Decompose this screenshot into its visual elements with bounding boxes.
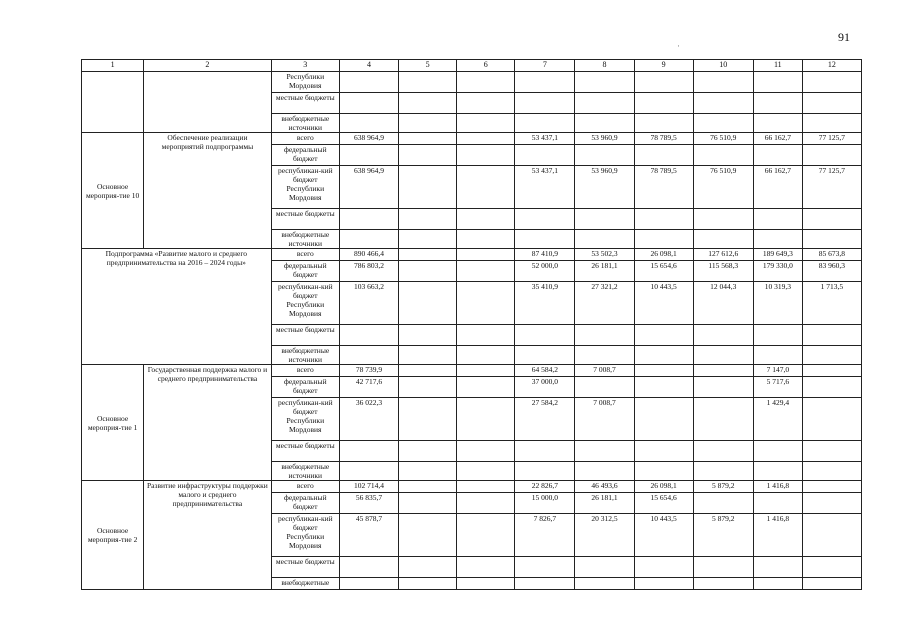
amount-cell: [399, 441, 457, 462]
amount-cell: [693, 462, 753, 481]
amount-cell: [399, 377, 457, 398]
amount-cell: 77 125,7: [802, 133, 861, 145]
amount-cell: [457, 93, 515, 114]
amount-cell: [575, 114, 634, 133]
amount-cell: [634, 209, 693, 230]
amount-cell: [399, 365, 457, 377]
funding-source: местные бюджеты: [271, 325, 339, 346]
amount-cell: [457, 133, 515, 145]
amount-cell: [457, 398, 515, 441]
table-row: [82, 133, 862, 145]
funding-source: республикан-кий бюджет Республики Мордовия: [271, 282, 339, 325]
amount-cell: [457, 365, 515, 377]
amount-cell: [753, 578, 802, 590]
amount-cell: 5 717,6: [753, 377, 802, 398]
funding-source: республикан-кий бюджет Республики Мордовия: [271, 166, 339, 209]
amount-cell: [802, 557, 861, 578]
amount-cell: 85 673,8: [802, 249, 861, 261]
amount-cell: [339, 114, 398, 133]
amount-cell: 83 960,3: [802, 261, 861, 282]
amount-cell: [457, 249, 515, 261]
amount-cell: 1 429,4: [753, 398, 802, 441]
amount-cell: [399, 261, 457, 282]
amount-cell: 15 654,6: [634, 493, 693, 514]
amount-cell: 127 612,6: [693, 249, 753, 261]
amount-cell: 53 960,9: [575, 166, 634, 209]
amount-cell: 53 960,9: [575, 133, 634, 145]
amount-cell: [457, 325, 515, 346]
amount-cell: 10 443,5: [634, 282, 693, 325]
amount-cell: [802, 365, 861, 377]
scan-dot: ·: [677, 41, 680, 51]
amount-cell: [399, 578, 457, 590]
amount-cell: 53 437,1: [515, 133, 575, 145]
amount-cell: 53 437,1: [515, 166, 575, 209]
amount-cell: 26 098,1: [634, 481, 693, 493]
amount-cell: [339, 72, 398, 93]
funding-source: внебюджетные источники: [271, 462, 339, 481]
amount-cell: [753, 493, 802, 514]
amount-cell: 56 835,7: [339, 493, 398, 514]
funding-source: всего: [271, 365, 339, 377]
measure-description: [144, 72, 271, 133]
amount-cell: [457, 557, 515, 578]
amount-cell: [634, 441, 693, 462]
amount-cell: 66 162,7: [753, 166, 802, 209]
amount-cell: [399, 514, 457, 557]
funding-source: внебюджетные источники: [271, 346, 339, 365]
amount-cell: [693, 377, 753, 398]
amount-cell: 26 181,1: [575, 261, 634, 282]
amount-cell: [802, 514, 861, 557]
amount-cell: [339, 145, 398, 166]
amount-cell: 64 584,2: [515, 365, 575, 377]
amount-cell: [802, 377, 861, 398]
amount-cell: [515, 557, 575, 578]
amount-cell: 78 789,5: [634, 166, 693, 209]
amount-cell: 7 826,7: [515, 514, 575, 557]
amount-cell: [457, 230, 515, 249]
amount-cell: [515, 325, 575, 346]
amount-cell: [575, 93, 634, 114]
amount-cell: [399, 557, 457, 578]
amount-cell: [399, 346, 457, 365]
amount-cell: [515, 114, 575, 133]
table-row: [82, 249, 862, 261]
column-header: 2: [144, 60, 271, 72]
column-header: 9: [634, 60, 693, 72]
amount-cell: 890 466,4: [339, 249, 398, 261]
amount-cell: 45 878,7: [339, 514, 398, 557]
amount-cell: 5 879,2: [693, 481, 753, 493]
amount-cell: [753, 114, 802, 133]
funding-source: внебюджетные: [271, 578, 339, 590]
amount-cell: 638 964,9: [339, 133, 398, 145]
amount-cell: 76 510,9: [693, 166, 753, 209]
table-row: [82, 72, 862, 93]
amount-cell: 20 312,5: [575, 514, 634, 557]
header-row: [82, 60, 862, 72]
funding-source: федеральный бюджет: [271, 377, 339, 398]
amount-cell: [634, 93, 693, 114]
amount-cell: [399, 493, 457, 514]
amount-cell: [515, 578, 575, 590]
amount-cell: 87 410,9: [515, 249, 575, 261]
amount-cell: 66 162,7: [753, 133, 802, 145]
amount-cell: [802, 493, 861, 514]
measure-label: Основное мероприя-тие 10: [82, 133, 144, 249]
amount-cell: [575, 325, 634, 346]
measure-description: Развитие инфраструктуры поддержки малого и среднего предпринимательства: [144, 481, 271, 590]
amount-cell: [515, 441, 575, 462]
amount-cell: [693, 72, 753, 93]
amount-cell: [634, 230, 693, 249]
amount-cell: [575, 209, 634, 230]
amount-cell: [457, 145, 515, 166]
amount-cell: [634, 72, 693, 93]
amount-cell: [515, 346, 575, 365]
column-header: 6: [457, 60, 515, 72]
amount-cell: [399, 249, 457, 261]
amount-cell: [634, 377, 693, 398]
amount-cell: [802, 441, 861, 462]
amount-cell: [399, 72, 457, 93]
amount-cell: [634, 462, 693, 481]
amount-cell: [399, 398, 457, 441]
amount-cell: [457, 166, 515, 209]
amount-cell: [575, 145, 634, 166]
amount-cell: [575, 346, 634, 365]
amount-cell: [753, 441, 802, 462]
funding-source: всего: [271, 133, 339, 145]
amount-cell: [693, 493, 753, 514]
funding-source: республикан-кий бюджет Республики Мордовия: [271, 398, 339, 441]
funding-source: всего: [271, 249, 339, 261]
amount-cell: 103 663,2: [339, 282, 398, 325]
column-header: 3: [271, 60, 339, 72]
measure-description: Обеспечение реализации мероприятий подпрограммы: [144, 133, 271, 249]
amount-cell: 1 416,8: [753, 514, 802, 557]
column-header: 4: [339, 60, 398, 72]
amount-cell: [802, 114, 861, 133]
amount-cell: 77 125,7: [802, 166, 861, 209]
amount-cell: 53 502,3: [575, 249, 634, 261]
amount-cell: 52 000,0: [515, 261, 575, 282]
amount-cell: [753, 209, 802, 230]
amount-cell: 37 000,0: [515, 377, 575, 398]
amount-cell: 12 044,3: [693, 282, 753, 325]
amount-cell: [339, 209, 398, 230]
amount-cell: [802, 145, 861, 166]
amount-cell: [457, 261, 515, 282]
amount-cell: [457, 114, 515, 133]
amount-cell: 1 713,5: [802, 282, 861, 325]
amount-cell: [457, 282, 515, 325]
amount-cell: 27 584,2: [515, 398, 575, 441]
subprogram-title: Подпрограмма «Развитие малого и среднего предпринимательства на 2016 – 2024 годы»: [82, 249, 272, 365]
amount-cell: [457, 578, 515, 590]
amount-cell: [802, 72, 861, 93]
amount-cell: [753, 325, 802, 346]
amount-cell: 46 493,6: [575, 481, 634, 493]
amount-cell: [802, 230, 861, 249]
amount-cell: [693, 209, 753, 230]
amount-cell: [753, 230, 802, 249]
amount-cell: [399, 325, 457, 346]
amount-cell: [339, 325, 398, 346]
amount-cell: [399, 166, 457, 209]
amount-cell: [693, 441, 753, 462]
amount-cell: 22 826,7: [515, 481, 575, 493]
amount-cell: 78 789,5: [634, 133, 693, 145]
amount-cell: 42 717,6: [339, 377, 398, 398]
amount-cell: [693, 93, 753, 114]
funding-source: местные бюджеты: [271, 209, 339, 230]
amount-cell: [753, 145, 802, 166]
amount-cell: [575, 557, 634, 578]
measure-label: Основное мероприя-тие 1: [82, 365, 144, 481]
amount-cell: [399, 145, 457, 166]
amount-cell: 76 510,9: [693, 133, 753, 145]
amount-cell: [693, 557, 753, 578]
amount-cell: [515, 145, 575, 166]
amount-cell: 1 416,8: [753, 481, 802, 493]
amount-cell: 10 319,3: [753, 282, 802, 325]
amount-cell: [693, 230, 753, 249]
amount-cell: [693, 346, 753, 365]
amount-cell: [457, 441, 515, 462]
amount-cell: [693, 398, 753, 441]
amount-cell: 5 879,2: [693, 514, 753, 557]
table-row: [82, 365, 862, 377]
amount-cell: [399, 133, 457, 145]
amount-cell: [515, 209, 575, 230]
amount-cell: [399, 230, 457, 249]
amount-cell: [693, 145, 753, 166]
amount-cell: [457, 346, 515, 365]
amount-cell: [457, 377, 515, 398]
amount-cell: [399, 462, 457, 481]
amount-cell: [575, 377, 634, 398]
funding-source: федеральный бюджет: [271, 145, 339, 166]
amount-cell: [457, 493, 515, 514]
funding-source: республикан-кий бюджет Республики Мордовия: [271, 514, 339, 557]
amount-cell: [457, 514, 515, 557]
amount-cell: [802, 325, 861, 346]
amount-cell: [634, 346, 693, 365]
amount-cell: 15 654,6: [634, 261, 693, 282]
amount-cell: [802, 209, 861, 230]
funding-source: всего: [271, 481, 339, 493]
amount-cell: 27 321,2: [575, 282, 634, 325]
amount-cell: [753, 557, 802, 578]
amount-cell: 10 443,5: [634, 514, 693, 557]
amount-cell: [575, 72, 634, 93]
amount-cell: [634, 557, 693, 578]
amount-cell: [575, 441, 634, 462]
amount-cell: [339, 557, 398, 578]
column-header: 7: [515, 60, 575, 72]
amount-cell: [634, 578, 693, 590]
amount-cell: [575, 462, 634, 481]
amount-cell: [634, 365, 693, 377]
funding-source: местные бюджеты: [271, 441, 339, 462]
amount-cell: [693, 325, 753, 346]
amount-cell: [339, 346, 398, 365]
amount-cell: [693, 365, 753, 377]
amount-cell: 35 410,9: [515, 282, 575, 325]
measure-label: [82, 72, 144, 133]
amount-cell: [634, 145, 693, 166]
funding-source: внебюджетные источники: [271, 230, 339, 249]
amount-cell: [339, 578, 398, 590]
funding-source: местные бюджеты: [271, 557, 339, 578]
amount-cell: [802, 93, 861, 114]
amount-cell: 189 649,3: [753, 249, 802, 261]
funding-source: местные бюджеты: [271, 93, 339, 114]
amount-cell: 36 022,3: [339, 398, 398, 441]
amount-cell: [693, 578, 753, 590]
amount-cell: 786 803,2: [339, 261, 398, 282]
amount-cell: [753, 93, 802, 114]
amount-cell: [339, 462, 398, 481]
column-header: 5: [399, 60, 457, 72]
column-header: 10: [693, 60, 753, 72]
amount-cell: 179 330,0: [753, 261, 802, 282]
amount-cell: [399, 209, 457, 230]
amount-cell: 7 008,7: [575, 365, 634, 377]
funding-source: Республики Мордовия: [271, 72, 339, 93]
amount-cell: [457, 72, 515, 93]
amount-cell: [693, 114, 753, 133]
amount-cell: [753, 462, 802, 481]
amount-cell: [802, 481, 861, 493]
funding-source: федеральный бюджет: [271, 261, 339, 282]
amount-cell: 26 098,1: [634, 249, 693, 261]
amount-cell: 115 568,3: [693, 261, 753, 282]
column-header: 8: [575, 60, 634, 72]
amount-cell: [457, 209, 515, 230]
column-header: 11: [753, 60, 802, 72]
measure-description: Государственная поддержка малого и среднего предпринимательства: [144, 365, 271, 481]
measure-label: Основное мероприя-тие 2: [82, 481, 144, 590]
amount-cell: [339, 230, 398, 249]
amount-cell: [399, 114, 457, 133]
page-number: 91: [838, 30, 850, 44]
amount-cell: [515, 72, 575, 93]
amount-cell: 26 181,1: [575, 493, 634, 514]
amount-cell: [515, 93, 575, 114]
budget-table: [81, 59, 862, 590]
funding-source: внебюджетные источники: [271, 114, 339, 133]
amount-cell: 638 964,9: [339, 166, 398, 209]
amount-cell: [634, 114, 693, 133]
amount-cell: [339, 441, 398, 462]
amount-cell: [634, 325, 693, 346]
amount-cell: 78 739,9: [339, 365, 398, 377]
amount-cell: 7 147,0: [753, 365, 802, 377]
amount-cell: [457, 462, 515, 481]
funding-source: федеральный бюджет: [271, 493, 339, 514]
amount-cell: [575, 578, 634, 590]
column-header: 1: [82, 60, 144, 72]
amount-cell: [753, 346, 802, 365]
amount-cell: [634, 398, 693, 441]
amount-cell: 15 000,0: [515, 493, 575, 514]
amount-cell: [457, 481, 515, 493]
amount-cell: [399, 93, 457, 114]
table-row: [82, 481, 862, 493]
amount-cell: [802, 578, 861, 590]
amount-cell: [802, 462, 861, 481]
amount-cell: [339, 93, 398, 114]
amount-cell: [515, 462, 575, 481]
amount-cell: [399, 282, 457, 325]
amount-cell: [802, 398, 861, 441]
amount-cell: [399, 481, 457, 493]
amount-cell: 102 714,4: [339, 481, 398, 493]
amount-cell: [802, 346, 861, 365]
amount-cell: 7 008,7: [575, 398, 634, 441]
amount-cell: [515, 230, 575, 249]
amount-cell: [575, 230, 634, 249]
amount-cell: [753, 72, 802, 93]
column-header: 12: [802, 60, 861, 72]
